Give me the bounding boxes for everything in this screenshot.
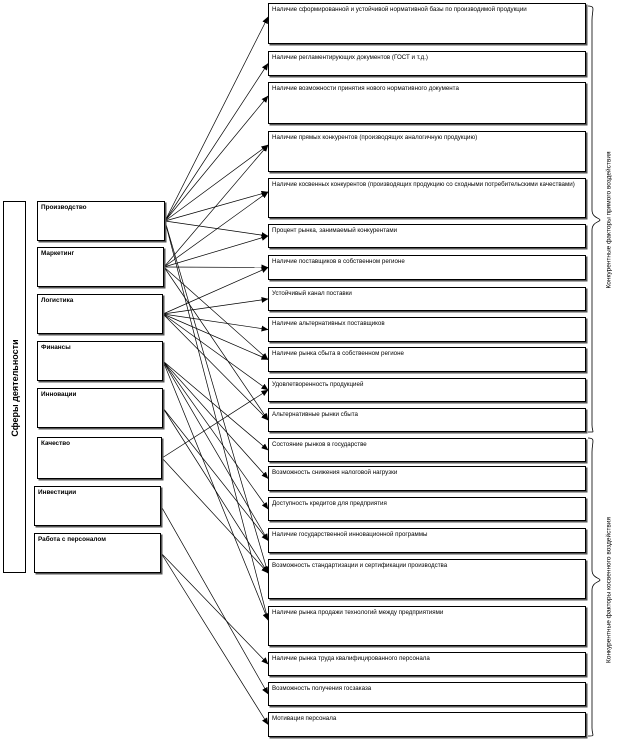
factor-label: Состояние рынков в государстве [272,441,367,448]
connector-arrow [164,145,268,267]
factor-alt-markets [268,408,586,432]
factor-label: Наличие альтернативных поставщиков [272,320,385,327]
connector-arrow [164,267,268,268]
factor-label: Наличие рынка продажи технологий между предприятиями [272,609,444,616]
sphere-label: Финансы [41,344,71,351]
factor-labor-market [268,652,586,676]
factor-indirect-competitors [268,178,586,218]
sphere-personnel [34,533,161,573]
factor-competitor-share [268,224,586,248]
factor-label: Наличие рынка сбыта в собственном регионе [272,350,404,357]
connector-arrow [165,96,268,221]
connector-arrow [165,221,268,236]
connector-arrow [163,361,268,509]
factor-tech-market [268,606,586,646]
factor-stable-supply [268,287,586,311]
factor-label: Наличие рынка труда квалифицированного персонала [272,655,430,662]
connector-arrow [162,458,268,573]
sphere-logistics [37,294,163,334]
sphere-label: Инвестиции [38,489,77,496]
spheres-title-box [3,201,26,573]
sphere-label: Работа с персоналом [38,536,106,543]
connector-arrow [163,408,268,573]
factor-label: Наличие государственной инновационной программы [272,531,428,538]
connector-arrow [163,314,268,330]
sphere-marketing [37,247,164,287]
spheres-title: Сферы деятельности [10,339,20,437]
factor-normative-base [268,3,586,44]
factor-state-order [268,682,586,706]
factor-standardization [268,559,586,599]
sphere-label: Логистика [41,297,74,304]
factor-direct-competitors [268,131,586,172]
factor-label: Наличие возможности принятия нового нормативного документа [272,85,459,92]
factor-label: Удовлетворенность продукцией [272,381,364,388]
connector-arrow [165,192,268,221]
factor-label: Устойчивый канал поставки [272,290,352,297]
brace-indirect [588,438,600,736]
factor-state-markets [268,438,586,462]
connector-arrow [164,267,268,360]
factor-label: Возможность снижения налоговой нагрузки [272,469,398,476]
connector-arrow [161,506,268,694]
connector-arrow [163,408,268,541]
factor-alt-suppliers [268,317,586,342]
factor-label: Наличие регламентирующих документов (ГОСТ и т.д.) [272,54,428,61]
sphere-innovation [37,388,163,428]
sphere-investment [34,486,161,526]
factor-label: Мотивация персонала [272,715,337,722]
connector-arrow [163,314,268,360]
factor-satisfaction [268,378,586,402]
connector-arrow [163,299,268,314]
connector-arrow [163,314,268,420]
factor-innovation-program [268,528,586,553]
connector-arrow [165,145,268,221]
factor-label: Наличие поставщиков в собственном регионе [272,258,405,265]
factor-motivation [268,712,586,737]
connector-arrow [163,361,268,450]
sphere-label: Инновации [41,391,77,398]
connector-arrows [161,17,268,725]
connector-arrow [162,390,268,458]
sphere-quality [37,437,162,479]
factor-regional-suppliers [268,255,586,280]
connector-arrow [163,361,268,541]
factor-label: Процент рынка, занимаемый конкурентами [272,227,398,234]
factor-label: Наличие прямых конкурентов (производящих аналогичную продукцию) [272,134,478,141]
sphere-finance [37,341,163,381]
factor-label: Наличие косвенных конкурентов (производящих продукцию со сходными потребительскими качествами) [272,181,575,188]
factor-label: Наличие сформированной и устойчивой нормативной базы по производимой продукции [272,6,527,13]
factor-regulatory-docs [268,51,586,76]
factor-label: Альтернативные рынки сбыта [272,411,358,418]
group-indirect-label: Конкурентные факторы косвенного воздействия [605,517,613,663]
connector-arrow [165,17,268,221]
factor-tax-reduction [268,466,586,491]
factor-label: Возможность получения госзаказа [272,685,372,692]
group-direct-label: Конкурентные факторы прямого воздействия [605,151,613,289]
factor-new-normative-doc [268,82,586,124]
sphere-label: Качество [41,440,70,447]
factor-credit-access [268,497,586,521]
factor-label: Возможность стандартизации и сертификации производства [272,562,448,569]
connector-arrow [161,553,268,664]
connector-arrow [165,64,268,222]
factor-label: Доступность кредитов для предприятия [272,500,387,507]
connector-arrow [161,553,268,725]
sphere-label: Производство [41,204,87,211]
sphere-production [37,201,165,241]
connector-arrow [164,236,268,267]
brace-direct [588,6,600,432]
factor-regional-market [268,347,586,372]
sphere-label: Маркетинг [41,250,75,257]
connector-arrow [164,267,268,420]
